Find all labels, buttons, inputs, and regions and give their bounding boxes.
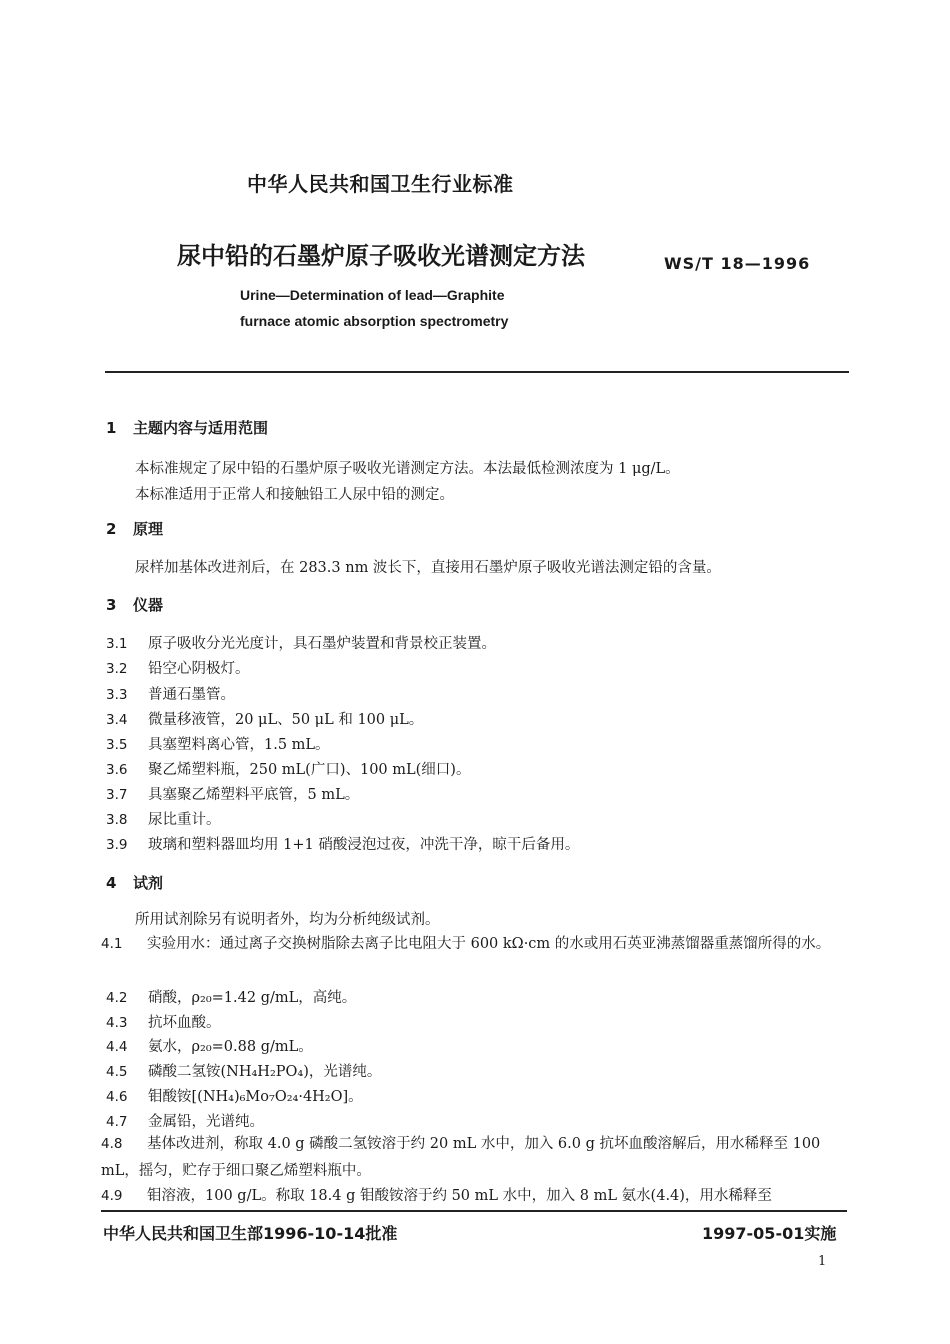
item-text: 钼酸铵[(NH₄)₆Mo₇O₂₄·4H₂O]。 <box>148 1089 363 1105</box>
section-title: 主题内容与适用范围 <box>133 419 269 437</box>
item-number: 4.2 <box>106 990 128 1006</box>
item-text: 普通石墨管。 <box>148 687 235 703</box>
footer-divider <box>101 1210 847 1212</box>
section-number: 4 <box>106 874 117 892</box>
section-title: 仪器 <box>133 596 164 614</box>
section-title: 试剂 <box>133 874 164 892</box>
list-item <box>101 931 847 958</box>
item-text: 铅空心阴极灯。 <box>148 661 250 677</box>
item-number: 4.8 <box>101 1136 123 1152</box>
list-item <box>101 1183 847 1210</box>
standard-code: WS/T 18—1996 <box>664 254 811 273</box>
item-text: 钼溶液，100 g/L。称取 18.4 g 钼酸铵溶于约 50 mL 水中，加入 8 mL 氨水(4.4)，用水稀释至 <box>147 1188 772 1204</box>
list-item <box>106 1011 221 1032</box>
item-number: 3.2 <box>106 661 128 677</box>
list-item <box>106 758 470 779</box>
document-title: 尿中铅的石墨炉原子吸收光谱测定方法 <box>177 242 585 270</box>
section-4-heading <box>106 872 163 893</box>
list-item <box>106 657 250 678</box>
list-item <box>106 1035 313 1056</box>
item-text: 聚乙烯塑料瓶，250 mL(广口)、100 mL(细口)。 <box>148 762 471 778</box>
english-title-line2: furnace atomic absorption spectrometry <box>240 313 509 329</box>
list-item <box>106 683 235 704</box>
item-number: 4.1 <box>101 936 123 952</box>
section-1-paragraph-1: 本标准规定了尿中铅的石墨炉原子吸收光谱测定方法。本法最低检测浓度为 1 μg/L。 <box>135 461 680 477</box>
item-number: 3.6 <box>106 762 128 778</box>
list-item <box>106 833 579 854</box>
item-text: 实验用水：通过离子交换树脂除去离子比电阻大于 600 kΩ·cm 的水或用石英亚沸蒸馏器重蒸馏所得的水。 <box>147 936 831 952</box>
section-2-heading <box>106 518 163 539</box>
item-text: 氨水，ρ₂₀=0.88 g/mL。 <box>148 1039 313 1055</box>
item-text: 硝酸，ρ₂₀=1.42 g/mL，高纯。 <box>148 990 357 1006</box>
item-text: 原子吸收分光光度计，具石墨炉装置和背景校正装置。 <box>148 636 496 652</box>
list-item <box>101 1131 847 1185</box>
section-number: 2 <box>106 520 117 538</box>
item-number: 3.4 <box>106 712 128 728</box>
header-divider <box>105 371 849 373</box>
item-number: 3.5 <box>106 737 128 753</box>
item-number: 3.3 <box>106 687 128 703</box>
section-4-intro: 所用试剂除另有说明者外，均为分析纯级试剂。 <box>135 912 440 928</box>
list-item <box>106 708 423 729</box>
item-number: 3.7 <box>106 787 128 803</box>
item-number: 4.4 <box>106 1039 128 1055</box>
list-item <box>106 733 330 754</box>
list-item <box>106 783 359 804</box>
item-text: 磷酸二氢铵(NH₄H₂PO₄)，光谱纯。 <box>148 1064 382 1080</box>
item-number: 3.9 <box>106 837 128 853</box>
item-text: 玻璃和塑料器皿均用 1+1 硝酸浸泡过夜，冲洗干净，晾干后备用。 <box>148 837 580 853</box>
item-number: 4.5 <box>106 1064 128 1080</box>
list-item <box>106 1060 381 1081</box>
effective-date: 1997-05-01实施 <box>702 1224 837 1243</box>
item-number: 3.1 <box>106 636 128 652</box>
item-number: 4.9 <box>101 1188 123 1204</box>
item-number: 4.3 <box>106 1015 128 1031</box>
list-item <box>106 1110 264 1131</box>
item-number: 4.6 <box>106 1089 128 1105</box>
item-number: 3.8 <box>106 812 128 828</box>
item-text: 微量移液管，20 μL、50 μL 和 100 μL。 <box>148 712 424 728</box>
section-2-paragraph-1: 尿样加基体改进剂后，在 283.3 nm 波长下，直接用石墨炉原子吸收光谱法测定铅的含量。 <box>135 560 721 576</box>
item-text: 具塞塑料离心管，1.5 mL。 <box>148 737 330 753</box>
list-item <box>106 986 356 1007</box>
approval-date: 中华人民共和国卫生部1996-10-14批准 <box>103 1224 398 1243</box>
item-text: 基体改进剂，称取 4.0 g 磷酸二氢铵溶于约 20 mL 水中，加入 6.0 g 抗坏血酸溶解后，用水稀释至 100 mL，摇匀，贮存于细口聚乙烯塑料瓶中。 <box>101 1136 821 1179</box>
list-item <box>106 1085 363 1106</box>
english-title-line1: Urine—Determination of lead—Graphite <box>240 287 505 303</box>
section-number: 3 <box>106 596 117 614</box>
issuing-organization: 中华人民共和国卫生行业标准 <box>247 172 514 196</box>
section-title: 原理 <box>133 520 164 538</box>
list-item <box>106 632 496 653</box>
item-number: 4.7 <box>106 1114 128 1130</box>
item-text: 具塞聚乙烯塑料平底管，5 mL。 <box>148 787 360 803</box>
section-1-paragraph-2: 本标准适用于正常人和接触铅工人尿中铅的测定。 <box>135 487 454 503</box>
item-text: 金属铅，光谱纯。 <box>148 1114 264 1130</box>
section-3-heading <box>106 594 163 615</box>
item-text: 尿比重计。 <box>148 812 221 828</box>
page-number: 1 <box>818 1254 827 1269</box>
list-item <box>106 808 221 829</box>
section-number: 1 <box>106 419 117 437</box>
item-text: 抗坏血酸。 <box>148 1015 221 1031</box>
section-1-heading <box>106 417 268 438</box>
